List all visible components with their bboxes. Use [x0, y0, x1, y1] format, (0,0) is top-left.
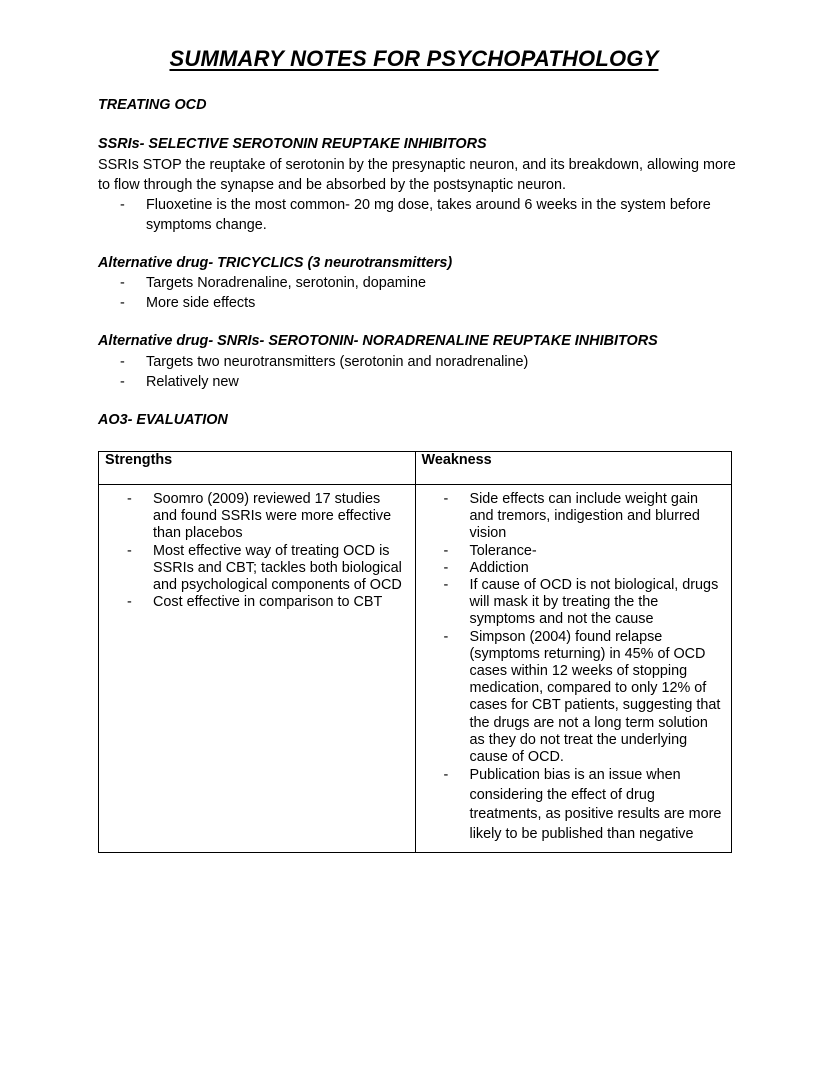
snri-heading: Alternative drug- SNRIs- SEROTONIN- NORADRENALINE REUPTAKE INHIBITORS	[98, 333, 658, 349]
list-item	[422, 577, 724, 629]
list-item-text: Targets Noradrenaline, serotonin, dopamine	[146, 275, 426, 291]
strengths-column-header: Strengths	[99, 452, 416, 485]
list-item-text: If cause of OCD is not biological, drugs will mask it by treating the the symptoms and not the cause	[469, 577, 719, 628]
list-item	[422, 560, 724, 577]
list-item	[98, 293, 738, 313]
ssri-heading: SSRIs- SELECTIVE SEROTONIN REUPTAKE INHIBITORS	[98, 136, 487, 152]
list-item-text: More side effects	[146, 295, 256, 311]
list-item-text: Side effects can include weight gain and tremors, indigestion and blurred vision	[469, 491, 700, 542]
list-item	[105, 543, 407, 595]
list-item	[98, 352, 738, 372]
dash-bullet: -	[120, 275, 125, 291]
list-item	[422, 543, 724, 560]
list-item-text: Relatively new	[146, 374, 239, 390]
table-row	[99, 485, 732, 853]
section-heading-treating-ocd: TREATING OCD	[98, 97, 207, 113]
dash-bullet: -	[443, 767, 449, 784]
strengths-cell	[99, 485, 416, 853]
list-item	[422, 766, 724, 844]
list-item-text: Fluoxetine is the most common- 20 mg dose, takes around 6 weeks in the system before symptoms change.	[146, 197, 711, 233]
list-item	[105, 491, 407, 543]
weakness-column-header: Weakness	[415, 452, 732, 485]
dash-bullet: -	[127, 542, 132, 559]
dash-bullet: -	[443, 542, 449, 559]
list-item-text: Simpson (2004) found relapse (symptoms returning) in 45% of OCD cases within 12 weeks of stopping medication, compared to only 12% of cases for CBT patients, suggesting that the drugs are not a long term solution as they do not treat the underlying cause of OCD.	[469, 628, 721, 766]
dash-bullet: -	[443, 628, 449, 645]
list-item-text: Most effective way of treating OCD is SSRIs and CBT; tackles both biological and psychological components of OCD	[153, 542, 402, 594]
dash-bullet: -	[127, 594, 132, 611]
list-item-text: Tolerance-	[469, 542, 537, 559]
ssri-bullet-list	[98, 195, 738, 235]
dash-bullet: -	[120, 374, 125, 390]
snri-bullet-list	[98, 352, 738, 392]
dash-bullet: -	[120, 354, 125, 370]
list-item-text: Cost effective in comparison to CBT	[153, 594, 383, 611]
dash-bullet: -	[120, 295, 125, 311]
tricyclics-heading: Alternative drug- TRICYCLICS (3 neurotransmitters)	[98, 255, 453, 271]
dash-bullet: -	[120, 197, 125, 213]
dash-bullet: -	[443, 577, 449, 594]
table-header-row	[99, 452, 732, 485]
evaluation-table	[98, 451, 732, 853]
dash-bullet: -	[443, 559, 449, 576]
weakness-cell	[415, 485, 732, 853]
list-item	[105, 594, 407, 611]
tricyclics-bullet-list	[98, 273, 738, 313]
list-item	[422, 629, 724, 767]
weakness-list	[422, 491, 724, 844]
list-item-text: Addiction	[469, 559, 529, 576]
list-item-text: Soomro (2009) reviewed 17 studies and found SSRIs were more effective than placebos	[153, 491, 392, 542]
strengths-list	[105, 491, 407, 611]
ssri-description: SSRIs STOP the reuptake of serotonin by the presynaptic neuron, and its breakdown, allowing more to flow through the synapse and be absorbed by the postsynaptic neuron.	[98, 157, 736, 193]
evaluation-heading: AO3- EVALUATION	[98, 412, 228, 428]
list-item-text: Targets two neurotransmitters (serotonin and noradrenaline)	[146, 354, 529, 370]
page-title: SUMMARY NOTES FOR PSYCHOPATHOLOGY	[169, 46, 659, 71]
dash-bullet: -	[127, 491, 132, 507]
list-item	[422, 491, 724, 543]
list-item	[98, 273, 738, 293]
list-item-text: Publication bias is an issue when considering the effect of drug treatments, as positive results are more likely to be published than negative	[469, 767, 722, 842]
dash-bullet: -	[443, 491, 449, 507]
list-item	[98, 372, 738, 392]
list-item	[98, 195, 738, 235]
